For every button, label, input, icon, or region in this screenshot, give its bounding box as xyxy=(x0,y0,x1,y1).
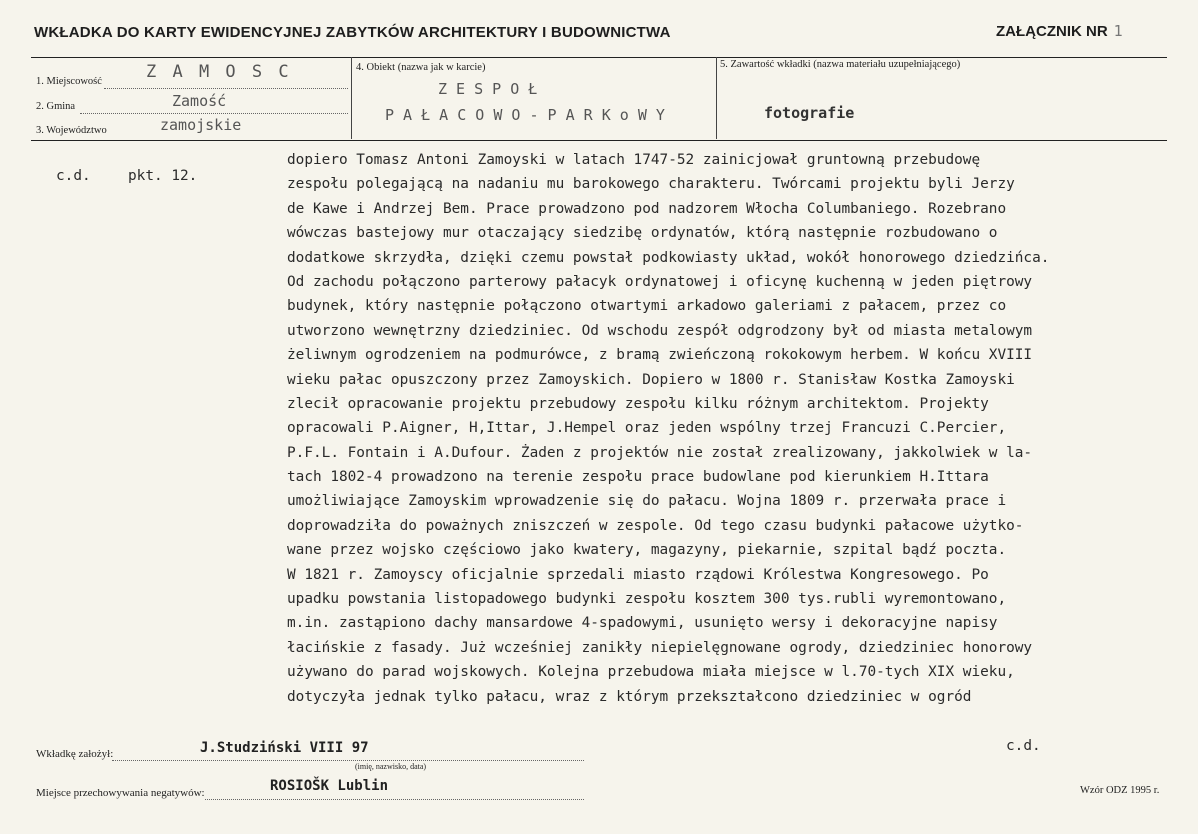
body-line: de Kawe i Andrzej Bem. Prace prowadzono pod nadzorem Włocha Columbaniego. Rozebrano xyxy=(287,200,1007,217)
author-label: Wkładkę założył: xyxy=(36,748,114,760)
author-dotline xyxy=(112,760,584,761)
body-line: łacińskie z fasady. Już wcześniej zanikły niepielęgnowane ogrody, dziedziniec honorowy xyxy=(287,639,1033,656)
body-line: zlecił opracowanie projektu przebudowy zespołu kilku różnym architektom. Projekty xyxy=(287,395,989,412)
attachment-number-field xyxy=(996,22,1123,40)
object-line-2: P A Ł A C O W O - P A R K o W Y xyxy=(385,106,665,124)
body-line: umożliwiające Zamoyskim wprowadzenie się do pałacu. Wojna 1809 r. przerwała prace i xyxy=(287,493,1007,510)
body-line: zespołu polegającą na nadaniu mu barokowego charakteru. Twórcami projektu byli Jerzy xyxy=(287,176,1015,193)
miejscowosc-value: Z A M O S C xyxy=(146,62,292,82)
form-version: Wzór ODZ 1995 r. xyxy=(1080,785,1160,796)
attachment-label: ZAŁĄCZNIK NR xyxy=(996,23,1108,40)
body-line: tach 1802-4 prowadzono na terenie zespołu prace budowlane pod kierunkiem H.Ittara xyxy=(287,469,989,486)
attachment-number: 1 xyxy=(1113,22,1123,40)
body-line: budynek, który następnie połączono otwartymi arkadowo galeriami z pałacem, przez co xyxy=(287,298,1007,315)
gmina-label: 2. Gmina xyxy=(36,101,76,112)
body-line: upadku powstania listopadowego budynki zespołu kosztem 300 tys.rubli wyremontowano, xyxy=(287,591,1007,608)
body-line: utworzono wewnętrzny dziedziniec. Od wschodu zespół odgrodzony był od miasta metalowym xyxy=(287,322,1033,339)
negatives-value: ROSIOŠK Lublin xyxy=(270,778,389,794)
object-line-1: Z E S P O Ł xyxy=(438,80,538,98)
column-divider-1 xyxy=(351,57,352,139)
author-value: J.Studziński VIII 97 xyxy=(200,740,369,756)
author-hint: (imię, nazwisko, data) xyxy=(355,762,427,771)
continuation-cd: c.d. xyxy=(56,168,91,184)
negatives-dotline xyxy=(205,799,584,800)
body-line: Od zachodu połączono parterowy pałacyk ordynatowej i oficynę kuchenną w jeden piętrowy xyxy=(287,273,1033,290)
continuation-end: c.d. xyxy=(1006,738,1041,754)
body-line: W 1821 r. Zamoyscy oficjalnie sprzedali miasto rządowi Królestwa Kongresowego. Po xyxy=(287,566,989,583)
body-line: wieku pałac opuszczony przez Zamoyskich. Dopiero w 1800 r. Stanisław Kostka Zamoyski xyxy=(287,371,1015,388)
body-line: dopiero Tomasz Antoni Zamoyski w latach 1747-52 zainicjował gruntowną przebudowę xyxy=(287,152,981,168)
body-text xyxy=(287,148,1167,709)
miejscowosc-label: 1. Miejscowość xyxy=(36,76,102,87)
gmina-value: Zamość xyxy=(172,92,227,110)
object-label: 4. Obiekt (nazwa jak w karcie) xyxy=(356,62,486,73)
body-line: doprowadziła do poważnych zniszczeń w zespole. Od tego czasu budynki pałacowe użytko- xyxy=(287,517,1024,534)
content-label: 5. Zawartość wkładki (nazwa materiału uzupełniającego) xyxy=(720,59,961,70)
gmina-dotline xyxy=(80,113,348,114)
content-value: fotografie xyxy=(764,104,855,122)
body-line: m.in. zastąpiono dachy mansardowe 4-spadowymi, usunięto wersy i dekoracyjne napisy xyxy=(287,615,998,632)
body-line: dodatkowe skrzydła, dzięki czemu powstał podkowiasty układ, wokół honorowego dziedzińca. xyxy=(287,249,1050,266)
body-line: P.F.L. Fontain i A.Dufour. Żaden z projektów nie został zrealizowany, jakkolwiek w la- xyxy=(287,444,1033,461)
body-line: żeliwnym ogrodzeniem na podmurówce, z bramą zwieńczoną rokokowym herbem. W końcu XVIII xyxy=(287,347,1033,364)
wojewodztwo-label: 3. Województwo xyxy=(36,125,107,136)
column-divider-2 xyxy=(716,57,717,139)
continuation-point: pkt. 12. xyxy=(128,168,198,184)
miejscowosc-dotline xyxy=(104,88,348,89)
wojewodztwo-value: zamojskie xyxy=(160,116,242,134)
body-line: dotyczyła jednak tylko pałacu, wraz z którym przekształcono dziedziniec w ogród xyxy=(287,688,972,705)
body-line: używano do parad wojskowych. Kolejna przebudowa miała miejsce w l.70-tych XIX wieku, xyxy=(287,664,1015,681)
body-line: wówczas bastejowy mur otaczający siedzibę ordynatów, którą następnie rozbudowano o xyxy=(287,225,998,242)
body-line: wane przez wojsko częściowo jako kwatery, magazyny, piekarnie, szpital bądź poczta. xyxy=(287,542,1007,559)
body-line: opracowali P.Aigner, H,Ittar, J.Hempel oraz jeden wspólny trzej Francuzi C.Percier, xyxy=(287,420,1007,437)
negatives-label: Miejsce przechowywania negatywów: xyxy=(36,787,205,799)
form-title: WKŁADKA DO KARTY EWIDENCYJNEJ ZABYTKÓW ARCHITEKTURY I BUDOWNICTWA xyxy=(34,24,671,41)
